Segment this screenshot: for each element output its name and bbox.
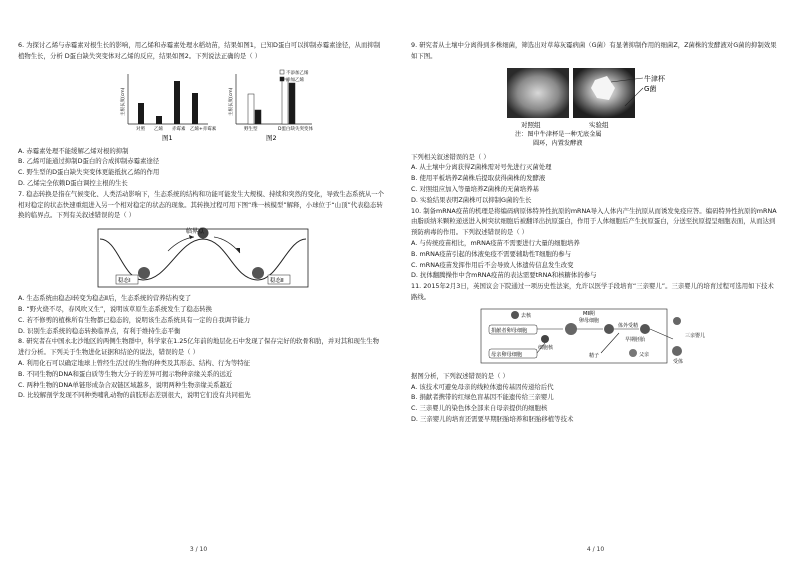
mii-label: MⅡ期 — [583, 310, 595, 317]
question-9-stem: 9. 研究者从土壤中分离得到多株细菌，筛选出对草莓灰霉病菌（G菌）有显著抑制作用的细菌Z，Z菌株的发酵液对G菌的抑制效果如下图。 — [411, 41, 777, 60]
q8-options — [18, 358, 384, 401]
fig1-caption: 图1 — [162, 133, 173, 142]
q7-option-c[interactable]: C. 若不修剪的植株所有生物都已稳态的，说明该生态系统具有一定的自我调节能力 — [18, 315, 251, 324]
ball-state-2 — [252, 267, 264, 279]
question-7-stem: 7. 稳态转换是指在气候变化、人类活动影响下，生态系统的结构和功能可能发生大规模、持续和突然的变化，导致生态系统从一个相对稳定的状态快速重组进入另一个相对稳定的状态的现象。其转换过程可用下图“珠一核模型”解释，小球位于“山顶”代表稳态转换的临界点。下列有关叙述错误的是（ ） — [18, 189, 385, 220]
question-7-figure — [18, 225, 384, 289]
q6-options — [18, 146, 384, 189]
q11-option-a[interactable]: A. 该技术可避免母亲的线粒体遗传基因传递给后代 — [411, 382, 554, 391]
sperm-label: 精子 — [589, 352, 600, 359]
q7-option-a[interactable]: A. 生态系统由稳态Ⅰ转变为稳态Ⅱ后，生态系统的营养结构变了 — [18, 294, 192, 303]
fig2-y-label: 主根长度(cm) — [229, 87, 234, 116]
fig2-category-label: 野生型 — [244, 126, 258, 132]
fig2-bar — [282, 79, 288, 124]
donor-oocyte-label: 捐献者卵母细胞 — [491, 327, 528, 334]
right-page — [397, 0, 794, 561]
question-6-stem: 6. 为探讨乙烯与赤霉素对根生长的影响，用乙烯和赤霉素处理水稻幼苗，结果如图1，已知D蛋白可以抑制赤霉素途径，从而抑制植物生长，分析 D蛋白缺失突变体对乙烯的反应，结果如图2。下列说法正确的是（ ） — [18, 41, 381, 60]
experiment-group-label: 实验组 — [589, 120, 609, 129]
q6-option-a[interactable]: A. 赤霉素处理不能缓解乙烯对根的抑制 — [18, 146, 129, 155]
mother-oocyte-label: 母亲卵母细胞 — [491, 351, 523, 358]
father-label: 父亲 — [639, 351, 650, 358]
recipient-icon — [672, 346, 682, 356]
q7-option-b[interactable]: B. “野火烧不尽，春风吹又生”，说明该草原生态系统发生了稳态转换 — [18, 304, 213, 313]
reconstructed-oocyte-icon — [565, 323, 577, 335]
three-parent-baby-flow-diagram — [411, 307, 779, 367]
g-bacteria-label: G菌 — [644, 84, 657, 93]
right-column — [411, 40, 779, 425]
q11-intro: 据图分析，下列叙述错误的是（ ） — [411, 371, 509, 380]
q11-option-b[interactable]: B. 捐献者携带的红绿色盲基因不能遗传给三亲婴儿 — [411, 393, 554, 402]
q8-option-b[interactable]: B. 不同生物的DNA和蛋白质等生物大分子的差异可揭示物种亲缘关系的远近 — [18, 369, 233, 378]
figure-2-grouped-bar-chart — [227, 69, 313, 142]
control-dish-photo — [507, 68, 569, 118]
fig2-bar — [255, 110, 261, 124]
question-10-stem: 10. 制备mRNA疫苗的机理是将编码病原体特异性抗原的mRNA导入人体内产生抗原从而诱发免疫应答。编码特异性抗原的mRNA由脂质纳米颗粒递送进入树突状细胞后被翻译出抗原蛋白，作用于人体细胞后产生抗原蛋白，分送至抗原提呈细胞表面，从而达到预防病毒的作用。下列叙述错误的是（ ） — [411, 206, 777, 237]
oxford-cup-label: 牛津杯 — [644, 74, 665, 83]
fig1-category-label: 乙烯 — [154, 126, 163, 132]
fig2-legend-swatch — [280, 77, 284, 81]
q11-options — [411, 382, 779, 425]
mii-oocyte-icon — [604, 324, 614, 334]
q6-figure-svg — [18, 66, 384, 142]
fig2-caption: 图2 — [266, 133, 277, 142]
early-embryo-label: 早期胚胎 — [625, 336, 646, 343]
control-group-label: 对照组 — [521, 120, 541, 129]
state-1-label: 稳态Ⅰ — [118, 278, 131, 285]
question-6-figures — [18, 66, 384, 142]
fig2-category-label: D蛋白缺失突变体 — [278, 126, 313, 132]
q11-option-d[interactable]: D. 三亲婴儿的培育还需要早期胚胎培养和胚胎移植等技术 — [411, 414, 574, 423]
fig1-bar — [174, 81, 180, 124]
q8-option-a[interactable]: A. 利用化石可以确定地球上曾经生活过的生物的种类及其形态、结构、行为等特征 — [18, 358, 250, 367]
q10-option-c[interactable]: C. mRNA疫苗发挥作用后不会导致人体遗传信息发生改变 — [411, 260, 574, 269]
q7-option-d[interactable]: D. 识别生态系统的稳态转换临界点，有利于维持生态平衡 — [18, 326, 181, 335]
donor-cell-icon — [511, 311, 519, 319]
q10-option-d[interactable]: D. 抗体翻腾操作中含mRNA疫苗的表达需要tRNA和核糖体的参与 — [411, 271, 597, 280]
q6-option-c[interactable]: C. 野生型的D蛋白缺失突变体更能抵抗乙烯的作用 — [18, 168, 160, 177]
fig1-y-label: 主根长度(cm) — [121, 87, 126, 116]
figure-note-line-2: 圆环，内置发酵液 — [533, 139, 583, 147]
embryo-icon — [640, 324, 650, 334]
fig2-legend-label: 不添加乙烯 — [286, 70, 309, 76]
question-9-figure — [411, 66, 779, 148]
q10-option-a[interactable]: A. 与传统疫苗相比，mRNA疫苗不需要进行大量的细胞培养 — [411, 238, 580, 247]
left-column — [18, 40, 384, 401]
fig1-category-label: 赤霉素 — [172, 126, 186, 132]
fig1-category-label: 乙烯+赤霉素 — [190, 126, 217, 132]
remove-nucleus-label: 去核 — [521, 312, 532, 319]
state-2-label: 稳态Ⅱ — [270, 278, 284, 285]
fig1-category-label: 对照 — [136, 126, 145, 132]
question-11-figure — [411, 307, 779, 367]
question-8-stem: 8. 研究者在中国永北沙地区的两侧生物群中，科学家在1.25亿年前的地层化石中发现了保存完好的软骨和肋，并对其和现生生物进行分析。下列关于生物进化证据和结论的说法，错误的是（ ） — [18, 337, 380, 357]
nucleus-label: 细胞核 — [538, 344, 554, 351]
figure-note-line-1: 注：图中牛津杯是一种无底金属 — [515, 130, 602, 138]
q7-options — [18, 293, 384, 336]
q11-option-c[interactable]: C. 三亲婴儿的染色体全部来自母亲提供的细胞核 — [411, 404, 548, 413]
q6-option-d[interactable]: D. 乙烯完全依赖D蛋白调控主根的生长 — [18, 178, 128, 187]
fig2-legend-label: 添加乙烯 — [286, 77, 304, 83]
baby-icon — [673, 317, 681, 325]
ivf-label: 体外受精 — [618, 322, 639, 329]
q6-option-b[interactable]: B. 乙烯可能通过抑制D蛋白的合成抑制赤霉素途径 — [18, 157, 160, 166]
recipient-label: 受体 — [673, 358, 684, 365]
q9-options — [411, 162, 779, 205]
critical-point-label: 临界点 — [186, 228, 205, 236]
ball-state-1 — [138, 267, 150, 279]
fig1-bar — [156, 116, 162, 124]
q8-option-d[interactable]: D. 比较解剖学发现不同种类哺乳动物的前肢形态差别很大，说明它们没有共同祖先 — [18, 391, 251, 400]
question-11-stem: 11. 2015年2月3日，英国议会下院通过一项历史性法案，允许以医学手段培育“三亲婴儿”。三亲婴儿的培育过程可选用如下技术路线。 — [411, 282, 774, 301]
q10-option-b[interactable]: B. mRNA疫苗引起的体液免疫不需要辅助性T细胞的参与 — [411, 249, 571, 258]
page-number-right: 4 / 10 — [586, 546, 605, 553]
fig1-bar — [138, 103, 144, 124]
q9-option-a[interactable]: A. 从土壤中分离获得Z菌株需对号先进行灭菌处理 — [411, 163, 552, 172]
father-icon — [629, 349, 637, 357]
q9-option-b[interactable]: B. 使用平板培养Z菌株后提取获得菌株的发酵液 — [411, 174, 546, 183]
q10-options — [411, 238, 779, 281]
q9-option-d[interactable]: D. 实验结果表明Z菌株可以抑制G菌的生长 — [411, 195, 532, 204]
page-number-left: 3 / 10 — [189, 546, 208, 553]
fig2-bar — [289, 83, 295, 124]
q8-option-c[interactable]: C. 两种生物的DNA单链形成杂合双链区域越多，说明两种生物亲缘关系越近 — [18, 380, 233, 389]
fig2-legend-swatch — [280, 70, 284, 74]
oocyte-label: 卵母细胞 — [579, 317, 600, 324]
nucleus-icon — [541, 335, 549, 343]
fig1-bar — [192, 93, 198, 124]
q9-intro: 下列相关叙述错误的是（ ） — [411, 152, 490, 161]
figure-1-bar-chart — [119, 74, 217, 142]
q9-option-c[interactable]: C. 对照组应加入等量培养Z菌株的无菌培养基 — [411, 184, 539, 193]
ball-valley-diagram — [18, 225, 384, 289]
baby-label: 三亲婴儿 — [685, 332, 706, 339]
petri-dish-photos — [411, 66, 779, 148]
fig2-bar — [248, 94, 254, 124]
